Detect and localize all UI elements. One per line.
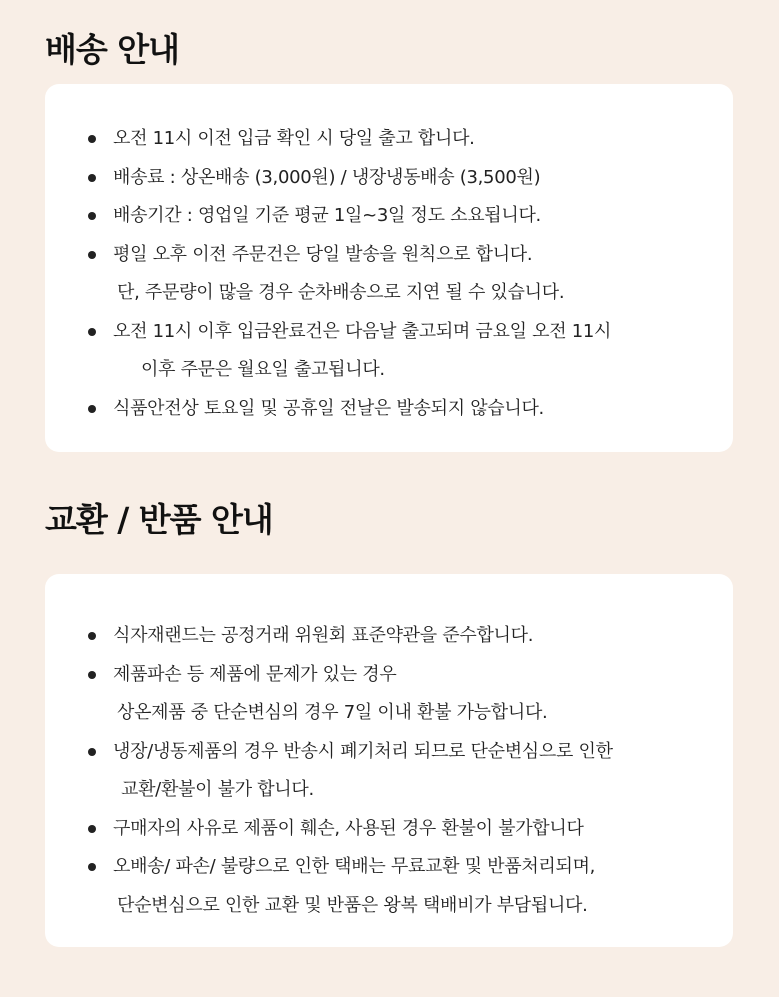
notice-text: 구매자의 사유로 제품이 훼손, 사용된 경우 환불이 불가합니다 [113, 817, 584, 839]
bullet-dot-icon [88, 328, 96, 336]
notice-text: 오전 11시 이전 입금 확인 시 당일 출고 합니다. [113, 128, 475, 149]
bullet-dot-icon [88, 405, 96, 413]
notice-text: 제품파손 등 제품에 문제가 있는 경우 [113, 663, 397, 685]
shipping-notice-item [85, 120, 733, 159]
notice-text-continued: 상온제품 중 단순변심의 경우 7일 이내 환불 가능합니다. [117, 702, 548, 723]
exchange-notice-item [85, 848, 733, 925]
bullet-dot-icon [88, 671, 96, 679]
exchange-section-title: 교환 / 반품 안내 [45, 500, 273, 539]
shipping-notice-item [85, 313, 733, 390]
exchange-notice-item [85, 617, 733, 656]
exchange-notice-item [85, 656, 733, 733]
notice-text: 오배송/ 파손/ 불량으로 인한 택배는 무료교환 및 반품처리되며, [113, 856, 596, 877]
exchange-notice-list [45, 617, 733, 925]
bullet-dot-icon [88, 863, 96, 871]
notice-text: 오전 11시 이후 입금완료건은 다음날 출고되며 금요일 오전 11시 [113, 320, 612, 342]
bullet-dot-icon [88, 251, 96, 259]
shipping-notice-list [45, 120, 733, 428]
shipping-section-title: 배송 안내 [45, 30, 180, 69]
bullet-dot-icon [88, 212, 96, 220]
bullet-dot-icon [88, 825, 96, 833]
shipping-notice-item [85, 390, 733, 429]
bullet-dot-icon [88, 632, 96, 640]
bullet-dot-icon [88, 174, 96, 182]
notice-text: 식자재랜드는 공정거래 위원회 표준약관을 준수합니다. [113, 625, 534, 646]
shipping-notice-item [85, 197, 733, 236]
shipping-notice-item [85, 159, 733, 198]
notice-text: 평일 오후 이전 주문건은 당일 발송을 원칙으로 합니다. [113, 243, 533, 265]
notice-text-continued: 이후 주문은 월요일 출고됩니다. [141, 359, 385, 380]
shipping-info-card [45, 84, 733, 452]
notice-text: 배송료 : 상온배송 (3,000원) / 냉장냉동배송 (3,500원) [113, 166, 541, 188]
bullet-dot-icon [88, 135, 96, 143]
bullet-dot-icon [88, 748, 96, 756]
notice-text: 냉장/냉동제품의 경우 반송시 폐기처리 되므로 단순변심으로 인한 [113, 740, 613, 762]
notice-text: 식품안전상 토요일 및 공휴일 전날은 발송되지 않습니다. [113, 397, 544, 419]
notice-text: 배송기간 : 영업일 기준 평균 1일~3일 정도 소요됩니다. [113, 205, 541, 226]
notice-text-continued: 단순변심으로 인한 교환 및 반품은 왕복 택배비가 부담됩니다. [117, 894, 588, 916]
notice-text-continued: 교환/환불이 불가 합니다. [121, 779, 314, 800]
exchange-notice-item [85, 733, 733, 810]
exchange-notice-item [85, 810, 733, 849]
exchange-return-info-card [45, 574, 733, 947]
notice-text-continued: 단, 주문량이 많을 경우 순차배송으로 지연 될 수 있습니다. [117, 282, 565, 303]
shipping-notice-item [85, 236, 733, 313]
